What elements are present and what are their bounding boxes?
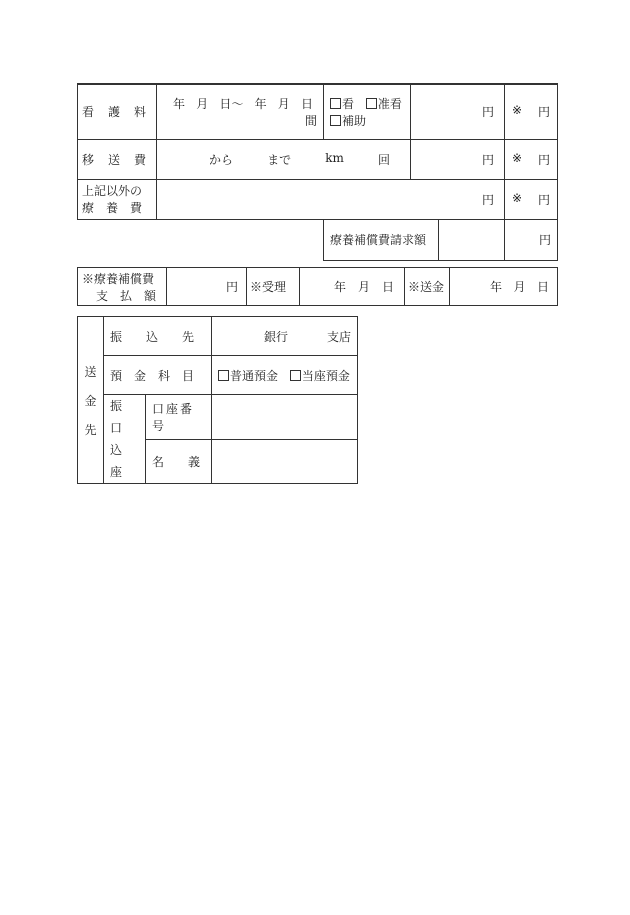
nursing-option-checkbox[interactable]: 補助: [330, 114, 366, 128]
bank-branch-field[interactable]: 銀行 支店: [212, 317, 358, 356]
checkbox-icon[interactable]: [330, 98, 341, 109]
claim-total-label: 療養補償費請求額: [324, 220, 439, 260]
transport-note-amount[interactable]: ※ 円: [505, 139, 558, 179]
remittance-table: [77, 316, 358, 484]
nursing-amount[interactable]: 円: [411, 84, 505, 139]
checkbox-icon[interactable]: [366, 98, 377, 109]
received-label: ※受理: [247, 268, 300, 306]
transport-row: [78, 139, 558, 179]
nursing-period-cell[interactable]: 年 月 日〜 年 月 日 間: [157, 84, 324, 139]
claim-total-cell: [324, 219, 505, 260]
other-row: [78, 179, 558, 219]
checkbox-icon[interactable]: [290, 370, 301, 381]
checkbox-icon[interactable]: [218, 370, 229, 381]
claim-total-amount[interactable]: 円: [505, 219, 558, 260]
transport-detail-cell[interactable]: から まで km 回: [157, 139, 411, 179]
claim-total-row: [78, 219, 558, 260]
nursing-type-options[interactable]: [324, 84, 411, 139]
nursing-note-amount[interactable]: ※ 円: [505, 84, 558, 139]
deposit-type-label: 預 金 科 目: [104, 356, 212, 395]
transfer-to-label: 振 込 先: [104, 317, 212, 356]
other-note-amount[interactable]: ※ 円: [505, 179, 558, 219]
remit-date[interactable]: 年 月 日: [450, 268, 558, 306]
account-number-label: 口座番号: [146, 395, 212, 440]
remit-label: ※送金: [405, 268, 450, 306]
account-number-field[interactable]: [212, 395, 358, 440]
account-group-label: 振口 込座: [104, 395, 146, 484]
nursing-option-checkbox[interactable]: 看: [330, 97, 354, 111]
other-amount[interactable]: 円: [157, 179, 505, 219]
holder-field[interactable]: [212, 439, 358, 484]
nursing-label: 看 護 料: [78, 84, 157, 139]
nursing-row: [78, 84, 558, 139]
remittance-side-label: 送 金 先: [78, 317, 104, 484]
deposit-type-options[interactable]: [212, 356, 358, 395]
deposit-option-checkbox[interactable]: 当座預金: [290, 369, 350, 383]
checkbox-icon[interactable]: [330, 115, 341, 126]
holder-label: 名 義: [146, 439, 212, 484]
payment-table: [77, 267, 558, 306]
nursing-option-checkbox[interactable]: 准看: [366, 97, 402, 111]
payment-amount[interactable]: 円: [167, 268, 247, 306]
received-date[interactable]: 年 月 日: [300, 268, 405, 306]
deposit-option-checkbox[interactable]: 普通預金: [218, 369, 278, 383]
other-label: 上記以外の 療 養 費: [78, 179, 157, 219]
transport-amount[interactable]: 円: [411, 139, 505, 179]
payment-label: ※療養補償費 支 払 額: [78, 268, 167, 306]
transport-label: 移 送 費: [78, 139, 157, 179]
claim-table: [77, 83, 558, 261]
